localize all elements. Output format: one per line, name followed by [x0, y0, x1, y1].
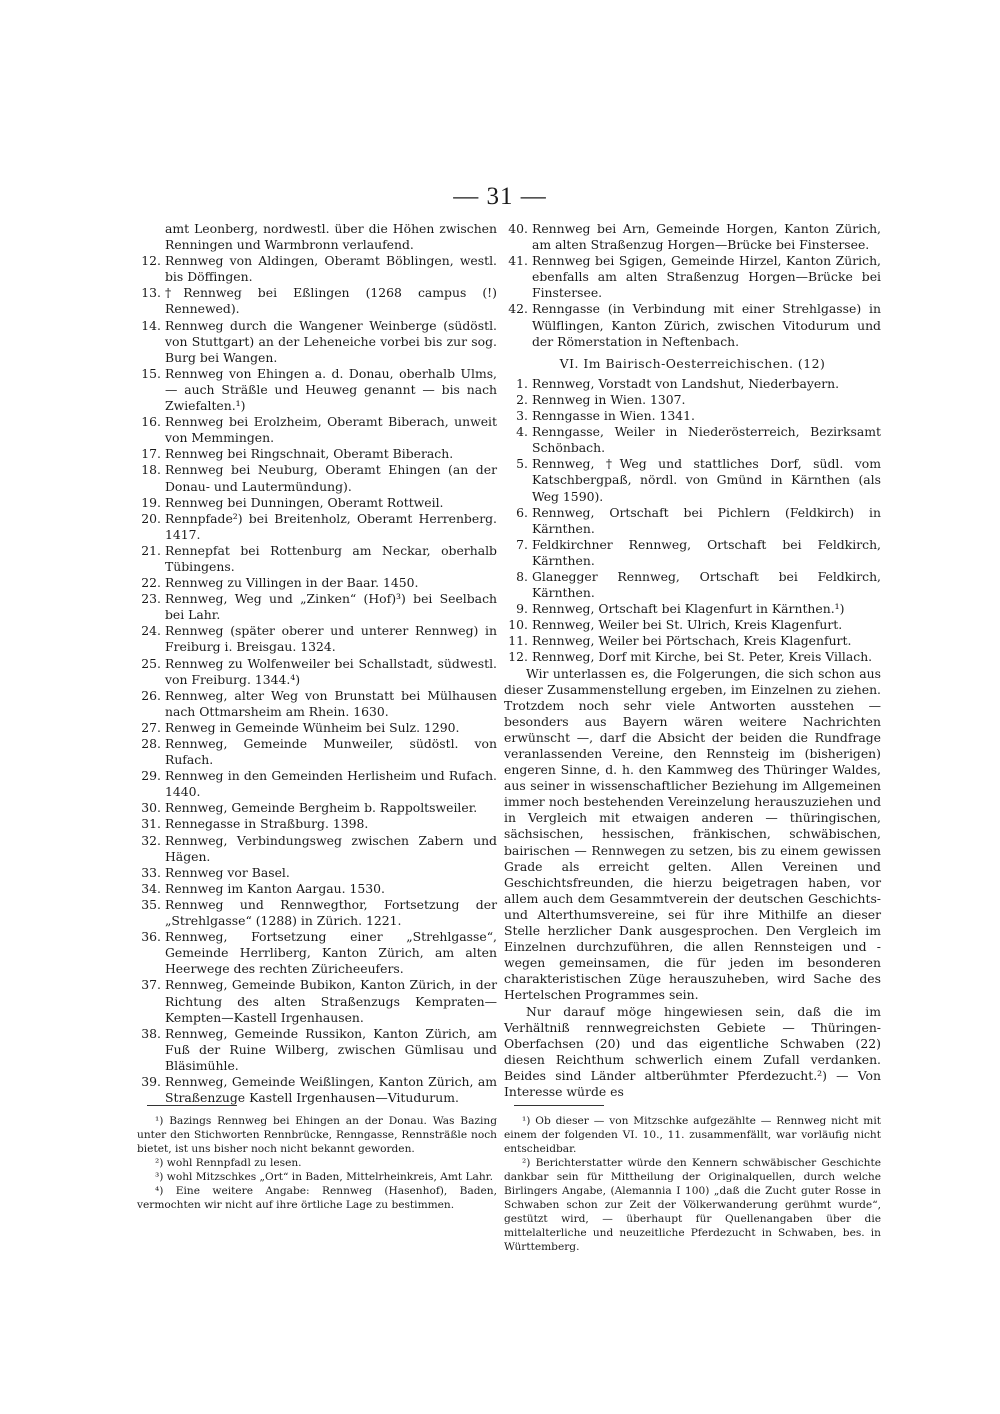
paragraph: Wir unterlassen es, die Folgerungen, die sich schon aus dieser Zusammenstellung ergeben, im Einzelnen zu ziehen. Trotzdem noch sehr viele Antworten ausstehen — besonders aus Bayern wären weitere Nachrichten erwünscht —, darf die Absicht der beiden die Rundfrage veranlassenden Vereine, den Rennsteig im (bisherigen) engeren Sinne, d. h. den Kammweg des Thüringer Waldes, aus seiner in wissenschaftlicher Beziehung im Allgemeinen immer noch bestehenden Vereinzelung herauszuziehen und in Vergleich mit etwaigen anderen — thüringischen, sächsischen, hessischen, fränkischen, schwäbischen, bairischen — Rennwegen zu setzen, bis zu einem gewissen Grade als erreicht gelten. Allen Vereinen und Geschichtsfreunden, die hierzu beigetragen haben, vor allem auch dem Gesammtverein der deutschen Geschichts- und Alterthumsvereine, sei für ihre Mithilfe an dieser Stelle herzlicher Dank ausgesprochen. Den Vergleich im Einzelnen durchzuführen, die allen Rennsteigen und -wegen gemeinsamen, die für jeden im besonderen charakteristischen Züge herauszuheben, wird Sache des Hertelschen Programmes sein. — [504, 665, 881, 1003]
item-number: 22. — [141, 575, 161, 591]
item-number: 11. — [508, 633, 528, 649]
list-item — [504, 456, 881, 504]
list-item — [504, 301, 881, 349]
item-number: 12. — [508, 649, 528, 665]
item-number: 34. — [141, 880, 161, 896]
list-item — [137, 446, 497, 462]
item-text: Rennweg, †Weg und stattliches Dorf, südl. vom Katschbergpaß, nördl. von Gmünd in Kärnthen (als Weg 1590). — [532, 456, 881, 504]
item-text: Rennweg bei Neuburg, Oberamt Ehingen (an der Donau- und Lautermündung). — [165, 462, 497, 494]
item-text: Rennweg (später oberer und unterer Rennweg) in Freiburg i. Breisgau. 1324. — [165, 623, 497, 655]
item-number: 1. — [516, 375, 528, 391]
list-item — [137, 543, 497, 575]
item-text: Rennweg in den Gemeinden Herlisheim und Rufach. 1440. — [165, 768, 497, 800]
item-text: Renngasse in Wien. 1341. — [532, 408, 695, 424]
item-number: 29. — [141, 768, 161, 784]
list-item — [504, 424, 881, 456]
list-item — [137, 897, 497, 929]
list-item — [137, 1026, 497, 1074]
list-item — [137, 366, 497, 414]
item-text: Rennweg, Fortsetzung einer „Strehlgasse“, Gemeinde Herrliberg, Kanton Zürich, am alten Heerwege des rechten Züricheeufers. — [165, 929, 497, 977]
item-number: 21. — [141, 542, 161, 558]
item-number: 38. — [141, 1025, 161, 1041]
item-text: Rennweg in Wien. 1307. — [532, 391, 686, 407]
item-number: 39. — [141, 1073, 161, 1089]
list-item — [137, 285, 497, 317]
item-number: 16. — [141, 414, 161, 430]
item-number: 32. — [141, 832, 161, 848]
footnote: ²) wohl Rennpfadl zu lesen. — [155, 1157, 302, 1169]
item-number: 37. — [141, 977, 161, 993]
list-item — [137, 623, 497, 655]
item-number: 7. — [516, 536, 528, 552]
entry-list-right-b — [504, 376, 881, 666]
item-text: Rennweg, Weiler bei St. Ulrich, Kreis Klagenfurt. — [532, 617, 843, 633]
item-text: Glanegger Rennweg, Ortschaft bei Feldkirch, Kärnthen. — [532, 568, 881, 601]
list-item — [504, 537, 881, 569]
list-item — [137, 495, 497, 511]
item-number: 4. — [516, 424, 528, 440]
list-item — [504, 408, 881, 424]
item-number: 33. — [141, 864, 161, 880]
list-item — [137, 929, 497, 977]
list-item — [504, 601, 881, 617]
continued-entry: amt Leonberg, nordwestl. über die Höhen zwischen Renningen und Warmbronn verlaufend. — [165, 221, 497, 253]
footnote: ³) wohl Mitzschkes „Ort“ in Baden, Mittelrheinkreis, Amt Lahr. — [155, 1171, 493, 1183]
list-item — [504, 253, 881, 301]
item-text: Renngasse, Weiler in Niederösterreich, Bezirksamt Schönbach. — [532, 424, 881, 456]
item-number: 31. — [141, 816, 161, 832]
list-item — [137, 462, 497, 494]
item-text: Rennweg von Ehingen a. d. Donau, oberhalb Ulms, — auch Sträßle und Heuweg genannt — bis nach Zwiefalten.¹) — [165, 365, 497, 414]
left-column — [137, 221, 497, 1106]
item-text: Rennweg, Gemeinde Weißlingen, Kanton Zürich, am Straßenzuge Kastell Irgenhausen—Vitudurum. — [165, 1073, 497, 1106]
item-text: Rennweg im Kanton Aargau. 1530. — [165, 880, 385, 896]
list-item — [504, 649, 881, 665]
body-text — [504, 666, 881, 1101]
item-number: 8. — [516, 568, 528, 584]
item-text: Rennweg vor Basel. — [165, 864, 290, 880]
item-text: Rennweg, Vorstadt von Landshut, Niederbayern. — [532, 375, 840, 391]
item-number: 40. — [508, 221, 528, 236]
list-item — [504, 505, 881, 537]
item-text: Feldkirchner Rennweg, Ortschaft bei Feldkirch, Kärnthen. — [532, 536, 881, 568]
item-number: 14. — [141, 317, 161, 333]
item-text: Rennepfat bei Rottenburg am Neckar, oberhalb Tübingens. — [165, 542, 497, 574]
entry-list-right-a — [504, 221, 881, 350]
list-item — [137, 833, 497, 865]
item-text: Rennweg, Gemeinde Bergheim b. Rappoltsweiler. — [165, 800, 478, 816]
list-item — [504, 221, 881, 253]
item-number: 19. — [141, 494, 161, 510]
item-number: 25. — [141, 655, 161, 671]
footnote: ¹) Ob dieser — von Mitzschke aufgezählte — Rennweg nicht mit einem der folgenden VI. 10., 11. zusammenfällt, war vorläufig nicht entscheidbar. — [504, 1115, 881, 1155]
item-text: Rennweg, Weiler bei Pörtschach, Kreis Klagenfurt. — [532, 633, 852, 649]
item-text: Rennweg, Ortschaft bei Klagenfurt in Kärnthen.¹) — [532, 601, 845, 617]
item-number: 17. — [141, 446, 161, 462]
right-column — [504, 221, 881, 1100]
item-text: Rennweg von Aldingen, Oberamt Böblingen, westl. bis Döffingen. — [165, 253, 497, 285]
footnote: ²) Berichterstatter würde den Kennern schwäbischer Geschichte dankbar sein für Mittheilung der Originalquellen, durch welche Birlingers Angabe, (Alemannia I 100) „daß die Zucht guter Rosse in Schwaben schon zur Zeit der Völkerwanderung gerühmt wurde“, gestützt wird, — überhaupt für Quellenangaben über die mittelalterliche und neuzeitliche Pferdezucht in Schwaben, bes. in Württemberg. — [504, 1157, 881, 1253]
item-number: 28. — [141, 736, 161, 751]
item-text: Rennegasse in Straßburg. 1398. — [165, 816, 369, 832]
footnote: ¹) Bazings Rennweg bei Ehingen an der Donau. Was Bazing unter den Stichworten Rennbrücke, Renngasse, Rennsträßle noch bietet, ist uns bisher noch nicht bekannt geworden. — [137, 1115, 497, 1155]
item-number: 3. — [516, 408, 528, 424]
list-item — [137, 736, 497, 768]
item-text: †Rennweg bei Eßlingen (1268 campus (!) Rennewed). — [165, 285, 497, 317]
item-number: 2. — [516, 391, 528, 407]
item-text: Rennweg bei Dunningen, Oberamt Rottweil. — [165, 494, 444, 510]
item-text: Rennweg und Rennwegthor, Fortsetzung der „Strehlgasse“ (1288) in Zürich. 1221. — [165, 896, 497, 929]
list-item — [137, 800, 497, 816]
list-item — [137, 318, 497, 366]
item-text: Rennweg bei Erolzheim, Oberamt Biberach, unweit von Memmingen. — [165, 414, 497, 446]
item-number: 30. — [141, 800, 161, 816]
item-number: 13. — [141, 285, 161, 301]
list-item — [137, 414, 497, 446]
item-text: Rennweg bei Arn, Gemeinde Horgen, Kanton Zürich, am alten Straßenzug Horgen—Brücke bei Finstersee. — [532, 221, 881, 253]
item-number: 20. — [141, 510, 161, 526]
list-item — [504, 569, 881, 601]
item-text: Rennweg zu Villingen in der Baar. 1450. — [165, 575, 419, 591]
item-number: 24. — [141, 623, 161, 639]
item-number: 10. — [508, 617, 528, 633]
item-number: 27. — [141, 719, 161, 735]
list-item — [504, 633, 881, 649]
item-number: 9. — [516, 601, 528, 617]
list-item — [137, 816, 497, 832]
list-item — [137, 881, 497, 897]
list-item — [137, 575, 497, 591]
footnote-rule — [514, 1105, 604, 1106]
list-item — [137, 656, 497, 688]
list-item — [137, 720, 497, 736]
item-text: Rennweg, Dorf mit Kirche, bei St. Peter, Kreis Villach. — [532, 649, 873, 665]
item-text: Rennweg, Verbindungsweg zwischen Zabern und Hägen. — [165, 832, 497, 864]
item-number: 42. — [508, 301, 528, 317]
item-text: Renweg in Gemeinde Wünheim bei Sulz. 1290. — [165, 719, 460, 735]
item-number: 36. — [141, 929, 161, 945]
section-heading: VI. Im Bairisch-Oesterreichischen. (12) — [559, 355, 826, 371]
item-number: 18. — [141, 462, 161, 478]
list-item — [137, 253, 497, 285]
item-number: 23. — [141, 591, 161, 607]
item-text: Rennpfade²) bei Breitenholz, Oberamt Herrenberg. 1417. — [165, 510, 497, 542]
item-number: 12. — [141, 253, 161, 269]
item-text: Rennweg durch die Wangener Weinberge (südöstl. von Stuttgart) an der Leheneiche vorbei bis zur sog. Burg bei Wangen. — [165, 317, 497, 365]
item-text: Rennweg bei Sgigen, Gemeinde Hirzel, Kanton Zürich, ebenfalls am alten Straßenzug Horgen—Brücke bei Finstersee. — [532, 253, 881, 301]
item-text: Rennweg, alter Weg von Brunstatt bei Mülhausen nach Ottmarsheim am Rhein. 1630. — [165, 687, 497, 719]
list-item — [504, 617, 881, 633]
item-text: Rennweg, Gemeinde Munweiler, südöstl. von Rufach. — [165, 736, 497, 768]
page-number: — 31 — — [453, 183, 547, 210]
item-number: 41. — [508, 253, 528, 269]
item-text: Rennweg, Weg und „Zinken“ (Hof)³) bei Seelbach bei Lahr. — [165, 591, 497, 623]
list-item — [137, 977, 497, 1025]
item-text: Rennweg bei Ringschnait, Oberamt Biberach. — [165, 446, 454, 462]
item-text: Rennweg zu Wolfenweiler bei Schallstadt, südwestl. von Freiburg. 1344.⁴) — [165, 655, 497, 687]
item-number: 6. — [516, 504, 528, 520]
item-text: Rennweg, Gemeinde Bubikon, Kanton Zürich, in der Richtung des alten Straßenzugs Kempraten—Kempten—Kastell Irgenhausen. — [165, 977, 497, 1025]
item-number: 5. — [516, 456, 528, 472]
footnote-rule — [147, 1105, 237, 1106]
list-item — [504, 376, 881, 392]
list-item — [137, 688, 497, 720]
item-number: 35. — [141, 896, 161, 912]
item-number: 26. — [141, 687, 161, 703]
item-text: Rennweg, Ortschaft bei Pichlern (Feldkirch) in Kärnthen. — [532, 504, 881, 536]
item-text: Rennweg, Gemeinde Russikon, Kanton Zürich, am Fuß der Ruine Wilberg, zwischen Gümlisau und Bläsimühle. — [165, 1025, 497, 1073]
footnotes-right — [504, 1095, 881, 1254]
footnotes-left — [137, 1095, 497, 1212]
entry-list-left — [137, 253, 497, 1106]
list-item — [137, 768, 497, 800]
list-item — [137, 865, 497, 881]
list-item — [137, 591, 497, 623]
item-text: Renngasse (in Verbindung mit einer Strehlgasse) in Wülflingen, Kanton Zürich, zwischen Vitodurum und der Römerstation in Neftenbach. — [532, 301, 881, 349]
paragraph: Nur darauf möge hingewiesen sein, daß die im Verhältniß rennwegreichsten Gebiete — Thüringen-Oberfachsen (20) und das eigentliche Schwaben (22) diesen Reichthum schwerlich einem Zufall verdanken. Beides sind Länder altberühmter Pferdezucht.²) — Von Interesse würde es — [504, 1003, 881, 1099]
list-item — [137, 511, 497, 543]
item-number: 15. — [141, 365, 161, 381]
list-item — [504, 392, 881, 408]
footnote: ⁴) Eine weitere Angabe: Rennweg (Hasenhof), Baden, vermochten wir nicht auf ihre örtliche Lage zu bestimmen. — [137, 1185, 497, 1211]
